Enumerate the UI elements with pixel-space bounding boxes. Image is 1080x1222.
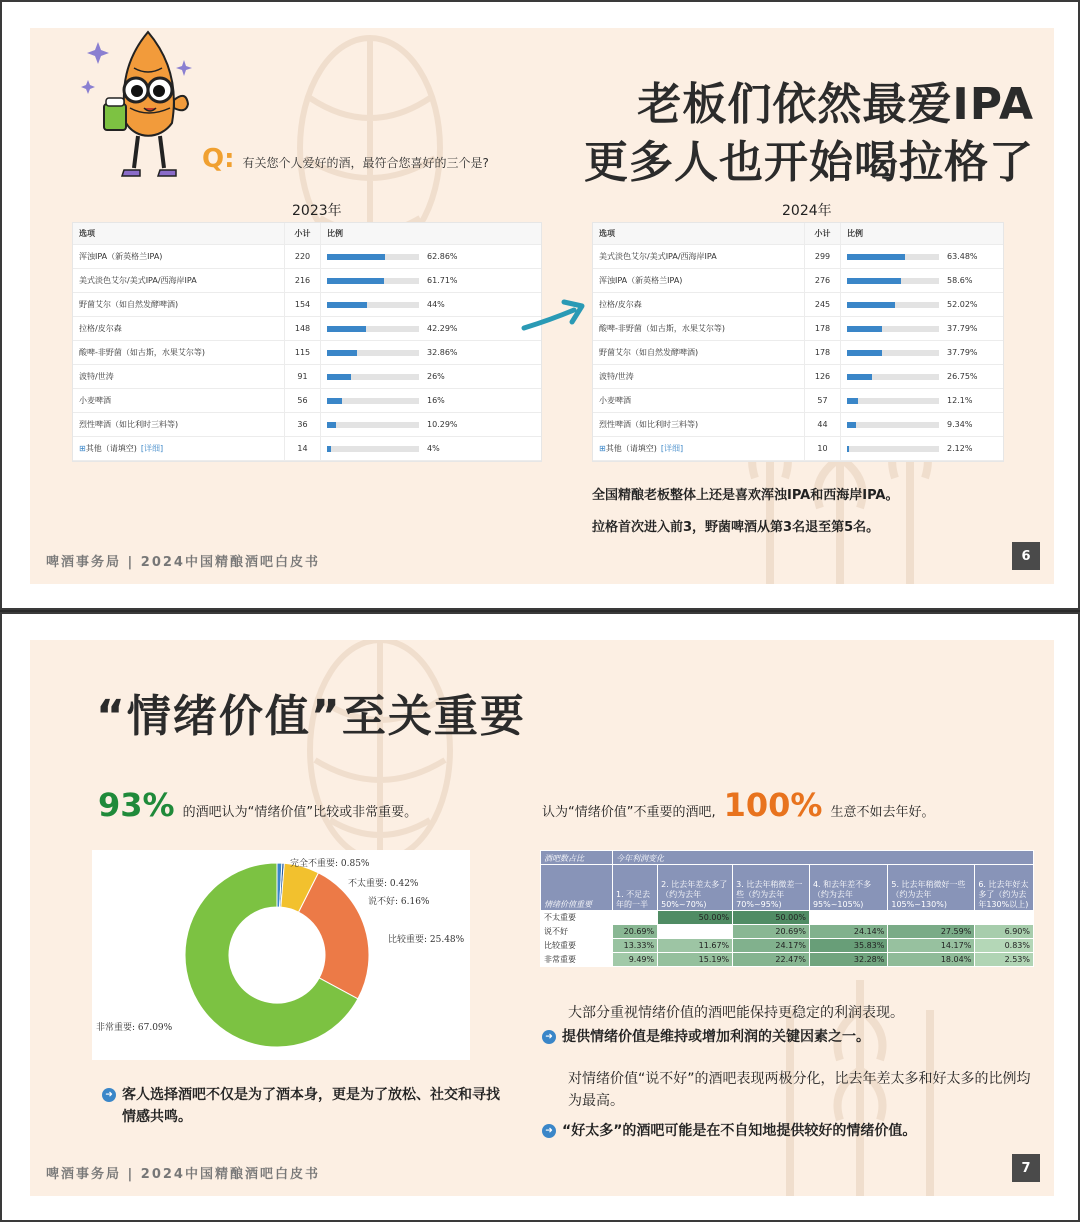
- header-ratio: 比例: [327, 229, 343, 238]
- ratio-bar-track: [327, 254, 419, 260]
- ratio-cell: [321, 437, 541, 460]
- ratio-bar-track: [847, 374, 939, 380]
- option-cell: 浑浊IPA（新英格兰IPA): [593, 269, 805, 292]
- count-cell: 57: [805, 389, 841, 412]
- survey-row: [593, 269, 1003, 293]
- ratio-cell: [321, 341, 541, 364]
- stat-93-text: 的酒吧认为“情绪价值”比较或非常重要。: [182, 805, 418, 820]
- count-cell: 148: [285, 317, 321, 340]
- corner-bottom: 情绪价值重要: [541, 865, 613, 911]
- hop-mascot-illustration: [76, 28, 206, 188]
- slide6-note-2: 拉格首次进入前3，野菌啤酒从第3名退至第5名。: [592, 520, 880, 535]
- ratio-bar-track: [327, 326, 419, 332]
- survey-row: [593, 293, 1003, 317]
- crosstab-cell: 2.53%: [975, 953, 1034, 967]
- arrow-circle-icon: ➜: [542, 1030, 556, 1044]
- ratio-bar: [847, 398, 858, 404]
- stat-100-pre: 认为“情绪价值”不重要的酒吧,: [542, 805, 716, 820]
- ratio-cell: [321, 245, 541, 268]
- row-label: 非常重要: [541, 953, 613, 967]
- right-text-1: 大部分重视情绪价值的酒吧能保持更稳定的利润表现。: [568, 1005, 904, 1021]
- ratio-bar: [327, 254, 385, 260]
- ratio-bar-track: [847, 254, 939, 260]
- count-cell: 44: [805, 413, 841, 436]
- ratio-cell: [841, 341, 1003, 364]
- ratio-cell: [321, 317, 541, 340]
- slice-label-unsure: 说不好: 6.16%: [368, 897, 430, 907]
- donut-slice: [299, 873, 369, 999]
- ratio-bar: [327, 278, 384, 284]
- option-cell: [73, 437, 285, 460]
- survey-other-row: [73, 437, 541, 461]
- ratio-percent: 62.86%: [427, 252, 458, 261]
- ratio-cell: [321, 293, 541, 316]
- option-cell: 美式淡色艾尔/美式IPA/西海岸IPA: [73, 269, 285, 292]
- crosstab-cell: 32.28%: [809, 953, 887, 967]
- count-cell: 36: [285, 413, 321, 436]
- ratio-bar-track: [327, 422, 419, 428]
- option-text: 其他（请填空): [85, 444, 137, 453]
- option-cell: 拉格/皮尔森: [593, 293, 805, 316]
- expand-icon[interactable]: ⊞: [79, 444, 86, 453]
- crosstab-cell: 35.83%: [809, 939, 887, 953]
- crosstab-row: [541, 911, 1034, 925]
- survey-row: [593, 341, 1003, 365]
- column-header: 5. 比去年稍微好一些（约为去年105%~130%): [888, 865, 975, 911]
- slice-label-very-important: 非常重要: 67.09%: [96, 1023, 173, 1033]
- stat-line-right: [542, 786, 934, 824]
- ratio-bar-track: [847, 446, 939, 452]
- count-cell: 126: [805, 365, 841, 388]
- count-cell: 216: [285, 269, 321, 292]
- option-cell: 酸啤-非野菌（如古斯，水果艾尔等): [73, 341, 285, 364]
- column-header: 2. 比去年差太多了（约为去年50%~70%): [658, 865, 733, 911]
- count-cell: 56: [285, 389, 321, 412]
- ratio-cell: [841, 269, 1003, 292]
- option-cell: 野菌艾尔（如自然发酵啤酒): [593, 341, 805, 364]
- title-line-2: 更多人也开始喝拉格了: [584, 137, 1034, 188]
- ratio-percent: 9.34%: [947, 420, 973, 429]
- survey-row: [73, 269, 541, 293]
- title-line-1: 老板们依然最爱IPA: [637, 79, 1034, 130]
- ratio-bar-track: [847, 422, 939, 428]
- stat-100-percent: 100%: [723, 786, 823, 824]
- left-bullet-note: [102, 1084, 502, 1128]
- ratio-cell: [841, 389, 1003, 412]
- count-cell: 154: [285, 293, 321, 316]
- ratio-cell: [841, 365, 1003, 388]
- crosstab-cell: 24.14%: [809, 925, 887, 939]
- crosstab-row: [541, 925, 1034, 939]
- ratio-percent: 42.29%: [427, 324, 458, 333]
- column-header: 6. 比去年好太多了（约为去年130%以上): [975, 865, 1034, 911]
- crosstab-cell: 18.04%: [888, 953, 975, 967]
- ratio-percent: 63.48%: [947, 252, 978, 261]
- slide6-note-1: 全国精酿老板整体上还是喜欢浑浊IPA和西海岸IPA。: [592, 488, 899, 503]
- ratio-bar: [847, 278, 901, 284]
- option-cell: 拉格/皮尔森: [73, 317, 285, 340]
- ratio-bar: [847, 254, 905, 260]
- count-cell: 220: [285, 245, 321, 268]
- ratio-cell: [321, 365, 541, 388]
- count-cell: 91: [285, 365, 321, 388]
- ratio-bar-track: [327, 446, 419, 452]
- ratio-cell: [321, 389, 541, 412]
- crosstab-cell: 11.67%: [658, 939, 733, 953]
- slide-frame-6: [0, 0, 1080, 610]
- survey-row: [73, 365, 541, 389]
- question-line: [202, 144, 489, 174]
- right-bullet-2: [542, 1120, 916, 1142]
- crosstab-cell: 15.19%: [658, 953, 733, 967]
- ratio-percent: 12.1%: [947, 396, 973, 405]
- survey-other-row: [593, 437, 1003, 461]
- slice-label-not-very-important: 不太重要: 0.42%: [348, 879, 419, 889]
- detail-link[interactable]: [详细]: [660, 444, 684, 453]
- column-header: 3. 比去年稍微差一些（约为去年70%~95%): [733, 865, 810, 911]
- count-cell: 14: [285, 437, 321, 460]
- option-cell: 野菌艾尔（如自然发酵啤酒): [73, 293, 285, 316]
- ratio-percent: 2.12%: [947, 444, 973, 453]
- survey-row: [73, 293, 541, 317]
- ratio-bar: [327, 446, 331, 452]
- option-cell: 烈性啤酒（如比利时三料等): [73, 413, 285, 436]
- ratio-bar: [327, 422, 336, 428]
- ratio-cell: [321, 269, 541, 292]
- ratio-percent: 44%: [427, 300, 445, 309]
- ratio-bar-track: [847, 278, 939, 284]
- crosstab-cell: [975, 911, 1034, 925]
- arrow-circle-icon: ➜: [542, 1124, 556, 1138]
- survey-header-row: [73, 223, 541, 245]
- hop-watermark-icon: [280, 640, 480, 880]
- crosstab-cell: 27.59%: [888, 925, 975, 939]
- detail-link[interactable]: [详细]: [140, 444, 164, 453]
- crosstab-cell: 9.49%: [613, 953, 658, 967]
- ratio-percent: 37.79%: [947, 348, 978, 357]
- survey-row: [73, 341, 541, 365]
- stat-100-post: 生意不如去年好。: [830, 805, 935, 820]
- ratio-bar: [847, 446, 849, 452]
- ratio-bar-track: [327, 398, 419, 404]
- question-mark-label: Q:: [202, 144, 235, 174]
- donut-chart-panel: [92, 850, 470, 1060]
- crosstab-cell: 6.90%: [975, 925, 1034, 939]
- ratio-bar: [327, 374, 351, 380]
- ratio-bar: [847, 350, 882, 356]
- ratio-bar-track: [847, 302, 939, 308]
- row-label: 比较重要: [541, 939, 613, 953]
- ratio-bar-track: [327, 374, 419, 380]
- slide-6: [30, 28, 1054, 584]
- ratio-bar: [327, 398, 342, 404]
- ratio-bar-track: [327, 278, 419, 284]
- count-cell: 245: [805, 293, 841, 316]
- survey-row: [73, 245, 541, 269]
- right-text-2: 对情绪价值“说不好”的酒吧表现两极分化，比去年差太多和好太多的比例均为最高。: [568, 1071, 1031, 1109]
- corner-top: 酒吧数占比: [541, 851, 613, 865]
- option-cell: 小麦啤酒: [73, 389, 285, 412]
- crosstab-cell: 20.69%: [733, 925, 810, 939]
- survey-table-2023: [72, 222, 542, 462]
- ratio-percent: 37.79%: [947, 324, 978, 333]
- stat-93-percent: 93%: [98, 786, 175, 824]
- survey-row: [593, 389, 1003, 413]
- ratio-percent: 32.86%: [427, 348, 458, 357]
- stat-line-left: [98, 786, 417, 824]
- survey-table-2024: [592, 222, 1004, 462]
- slide6-title: [584, 76, 1034, 192]
- ratio-cell: [321, 413, 541, 436]
- count-cell: 178: [805, 341, 841, 364]
- option-cell: 小麦啤酒: [593, 389, 805, 412]
- ratio-cell: [841, 317, 1003, 340]
- ratio-percent: 58.6%: [947, 276, 973, 285]
- ratio-bar: [847, 422, 856, 428]
- crosstab-cell: 50.00%: [733, 911, 810, 925]
- slide7-title: “情绪价值”至关重要: [96, 691, 526, 742]
- row-label: 说不好: [541, 925, 613, 939]
- survey-row: [593, 245, 1003, 269]
- crosstab-cell: [809, 911, 887, 925]
- crosstab-cell: 24.17%: [733, 939, 810, 953]
- crosstab-cell: 0.83%: [975, 939, 1034, 953]
- option-cell: 美式淡色艾尔/美式IPA/西海岸IPA: [593, 245, 805, 268]
- ratio-bar-track: [847, 350, 939, 356]
- slice-label-fairly-important: 比较重要: 25.48%: [388, 935, 465, 945]
- crosstab-row: [541, 953, 1034, 967]
- ratio-cell: [841, 437, 1003, 460]
- count-cell: 178: [805, 317, 841, 340]
- ratio-bar-track: [847, 398, 939, 404]
- count-cell: 276: [805, 269, 841, 292]
- survey-row: [593, 413, 1003, 437]
- footer-brand: 啤酒事务局 | 2024中国精酿酒吧白皮书: [46, 1167, 320, 1182]
- ratio-bar-track: [327, 350, 419, 356]
- option-cell: 酸啤-非野菌（如古斯，水果艾尔等): [593, 317, 805, 340]
- survey-row: [73, 317, 541, 341]
- survey-header-row: [593, 223, 1003, 245]
- header-count[interactable]: 小计: [805, 223, 841, 244]
- slide-frame-7: [0, 612, 1080, 1222]
- ratio-percent: 16%: [427, 396, 445, 405]
- ratio-bar-track: [327, 302, 419, 308]
- crosstab-cell: 14.17%: [888, 939, 975, 953]
- option-cell: [593, 437, 805, 460]
- column-header: 4. 和去年差不多（约为去年95%~105%): [809, 865, 887, 911]
- ratio-cell: [841, 245, 1003, 268]
- ratio-bar: [327, 326, 366, 332]
- crosstab-cell: [658, 925, 733, 939]
- corner-mid: 今年利润变化: [613, 851, 1034, 865]
- ratio-percent: 52.02%: [947, 300, 978, 309]
- survey-row: [593, 317, 1003, 341]
- ratio-percent: 4%: [427, 444, 440, 453]
- column-header: 1. 不足去年的一半: [613, 865, 658, 911]
- question-text: 有关您个人爱好的酒，最符合您喜好的三个是?: [242, 156, 489, 170]
- year-label-2023: 2023年: [292, 203, 342, 219]
- count-cell: 115: [285, 341, 321, 364]
- right-bullet-1-text: 提供情绪价值是维持或增加利润的关键因素之一。: [562, 1029, 870, 1045]
- ratio-bar: [327, 302, 367, 308]
- option-cell: 烈性啤酒（如比利时三料等): [593, 413, 805, 436]
- crosstab-cell: [888, 911, 975, 925]
- teal-arrow-icon: [520, 298, 590, 338]
- ratio-percent: 26%: [427, 372, 445, 381]
- count-cell: 299: [805, 245, 841, 268]
- option-text: 其他（请填空): [605, 444, 657, 453]
- expand-icon[interactable]: ⊞: [599, 444, 606, 453]
- survey-row: [73, 389, 541, 413]
- count-cell: 10: [805, 437, 841, 460]
- year-label-2024: 2024年: [782, 203, 832, 219]
- header-ratio: 比例: [847, 229, 863, 238]
- crosstab-row: [541, 939, 1034, 953]
- crosstab-cell: 20.69%: [613, 925, 658, 939]
- row-label: 不太重要: [541, 911, 613, 925]
- page-number: 6: [1012, 542, 1040, 570]
- crosstab-cell: [613, 911, 658, 925]
- ratio-percent: 26.75%: [947, 372, 978, 381]
- ratio-bar: [847, 302, 895, 308]
- ratio-cell: [841, 413, 1003, 436]
- ratio-percent: 10.29%: [427, 420, 458, 429]
- ratio-percent: 61.71%: [427, 276, 458, 285]
- profit-crosstab-table: [540, 850, 1034, 967]
- crosstab-cell: 13.33%: [613, 939, 658, 953]
- option-cell: 浑浊IPA（新英格兰IPA): [73, 245, 285, 268]
- header-option[interactable]: 选项: [73, 223, 285, 244]
- header-count[interactable]: 小计: [285, 223, 321, 244]
- arrow-circle-icon: ➜: [102, 1088, 116, 1102]
- header-option[interactable]: 选项: [593, 223, 805, 244]
- ratio-bar: [847, 374, 872, 380]
- ratio-bar-track: [847, 326, 939, 332]
- survey-row: [73, 413, 541, 437]
- ratio-bar: [847, 326, 882, 332]
- slice-label-not-important-at-all: 完全不重要: 0.85%: [290, 859, 370, 869]
- right-bullet-2-text: “好太多”的酒吧可能是在不自知地提供较好的情绪价值。: [562, 1123, 917, 1139]
- option-cell: 波特/世涛: [73, 365, 285, 388]
- ratio-cell: [841, 293, 1003, 316]
- crosstab-cell: 22.47%: [733, 953, 810, 967]
- right-bullet-1: [542, 1026, 870, 1048]
- footer-brand: 啤酒事务局 | 2024中国精酿酒吧白皮书: [46, 555, 320, 570]
- survey-row: [593, 365, 1003, 389]
- option-cell: 波特/世涛: [593, 365, 805, 388]
- slide-7: [30, 640, 1054, 1196]
- page-number: 7: [1012, 1154, 1040, 1182]
- ratio-bar: [327, 350, 357, 356]
- crosstab-cell: 50.00%: [658, 911, 733, 925]
- left-bullet-text: 客人选择酒吧不仅是为了酒本身，更是为了放松、社交和寻找情感共鸣。: [122, 1087, 500, 1125]
